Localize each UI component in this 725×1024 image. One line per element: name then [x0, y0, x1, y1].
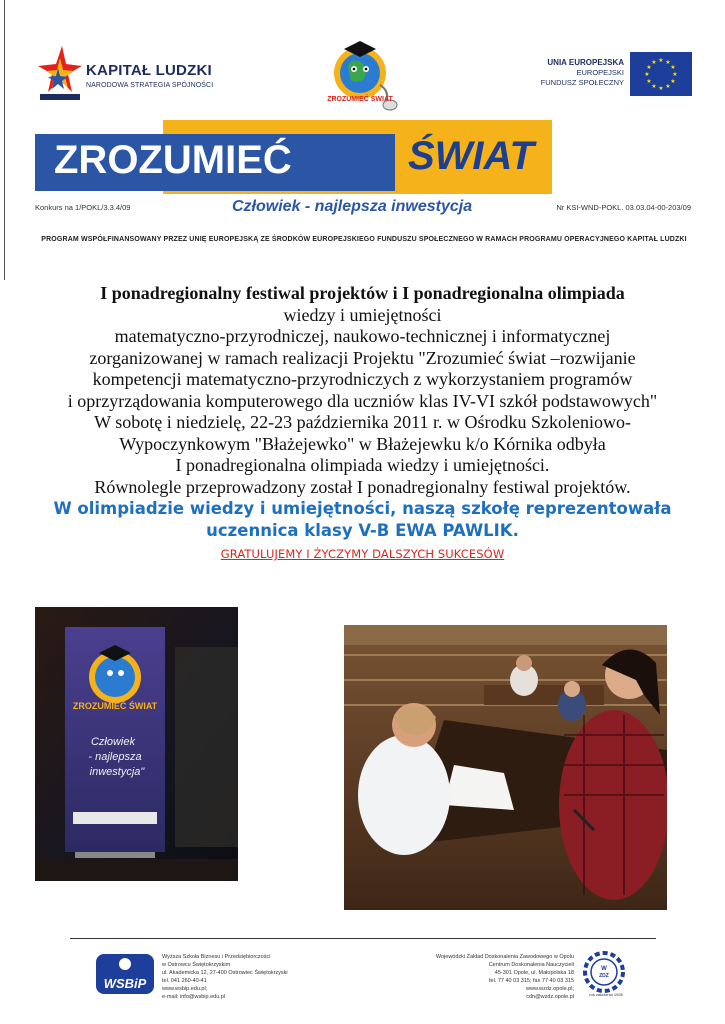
- ksi-number: Nr KSI-WND-POKL. 03.03.04-00-203/09: [556, 203, 691, 212]
- page-edge-line: [4, 0, 5, 280]
- footer-left-address: [162, 953, 288, 1002]
- article-heading: I ponadregionalny festiwal projektów i I ponadregionalna olimpiada: [100, 283, 625, 303]
- svg-text:ZDZ: ZDZ: [599, 973, 609, 979]
- svg-text:★: ★: [670, 64, 676, 71]
- eu-line-1: UNIA EUROPEJSKA: [547, 58, 624, 67]
- banner-text-line: - najlepsza: [88, 751, 142, 763]
- svg-text:★: ★: [644, 71, 650, 78]
- banner-text-line: Człowiek: [90, 736, 136, 748]
- wzdz-caption: rok założenia 1928: [589, 992, 623, 997]
- svg-text:★: ★: [665, 83, 671, 90]
- photo-banner: [35, 607, 238, 881]
- wsbip-logo-icon: [96, 950, 154, 998]
- eu-logo: [512, 52, 692, 102]
- wsbip-logo-text: WSBiP: [103, 976, 147, 991]
- footer-right-line: tel. 77 40 03 315; fax 77 40 03 315: [488, 978, 574, 985]
- svg-text:★: ★: [658, 57, 664, 64]
- banner-logo-text: ZROZUMIEĆ ŚWIAT: [72, 701, 158, 711]
- kapital-ludzki-subtitle: NARODOWA STRATEGIA SPÓJNOŚCI: [86, 82, 214, 89]
- svg-text:★: ★: [665, 59, 671, 66]
- eu-line-2: EUROPEJSKI: [576, 68, 624, 77]
- footer-right-address: [428, 953, 574, 1002]
- article-line: Równolegle przeprowadzony został I ponadregionalny festiwal projektów.: [94, 476, 631, 497]
- svg-text:★: ★: [651, 83, 657, 90]
- footer-right-line: Wojewódzki Zakład Doskonalenia Zawodowego w Opolu: [435, 954, 574, 960]
- article-line: matematyczno-przyrodniczej, naukowo-technicznej i informatycznej: [114, 326, 611, 346]
- footer-left-line: w Ostrowcu Świętokrzyskim: [162, 962, 231, 969]
- footer-right-line: Centrum Doskonalenia Nauczycieli: [488, 962, 574, 969]
- svg-text:W: W: [601, 966, 607, 972]
- photo-students-image: [344, 625, 667, 910]
- eu-text: [541, 58, 624, 88]
- banner-text-line: inwestycja": [89, 766, 145, 778]
- project-title-part2: ŚWIAT: [408, 134, 534, 178]
- article-body: [20, 283, 705, 566]
- article-line: Wypoczynkowym "Błażejewko" w Błażejewku k/o Kórnika odbyła: [119, 433, 606, 454]
- article-line: zorganizowanej w ramach realizacji Projektu "Zrozumieć świat –rozwijanie: [89, 347, 636, 368]
- article-line: I ponadregionalna olimpiada wiedzy i umiejętności.: [175, 455, 550, 475]
- photo-students: [344, 625, 667, 910]
- kapital-ludzki-title: KAPITAŁ LUDZKI: [86, 62, 212, 79]
- article-line: W sobotę i niedzielę, 22-23 października 2011 r. w Ośrodku Szkoleniowo-: [94, 412, 631, 432]
- article-line: wiedzy i umiejętności: [283, 304, 442, 325]
- footer-left-line: tel. 041 260-40-41: [162, 978, 207, 985]
- svg-text:★: ★: [658, 85, 664, 92]
- motto: Człowiek - najlepsza inwestycja: [232, 198, 473, 215]
- footer-right-line: 45-301 Opole, ul. Małopolska 18: [494, 970, 574, 977]
- svg-text:★: ★: [672, 71, 678, 78]
- highlight-line: uczennica klasy V-B EWA PAWLIK.: [206, 521, 519, 540]
- footer-left-line: ul. Akademicka 12, 27-400 Ostrowiec Świętokrzyski: [162, 970, 288, 977]
- article-line: kompetencji matematyczno-przyrodniczych z wykorzystaniem programów: [92, 369, 633, 389]
- eu-flag-icon: [630, 52, 692, 96]
- svg-text:★: ★: [651, 59, 657, 66]
- svg-text:★: ★: [670, 78, 676, 85]
- footer-right-line: www.wzdz.opole.pl;: [526, 986, 574, 993]
- photo-banner-image: [35, 607, 238, 881]
- competition-number: Konkurs na 1/POKL/3.3.4/09: [35, 203, 131, 212]
- svg-text:★: ★: [646, 78, 652, 85]
- kapital-ludzki-logo: [38, 44, 218, 104]
- article-line: i oprzyrządowania komputerowego dla uczniów klas IV-VI szkół podstawowych": [67, 390, 658, 411]
- footer-rule: [70, 938, 656, 939]
- footer-right-line: cdn@wzdz.opole.pl: [526, 994, 574, 1001]
- project-title-part1: ZROZUMIEĆ: [54, 138, 292, 182]
- eu-line-3: FUNDUSZ SPOŁECZNY: [540, 78, 624, 87]
- zrozumiec-swiat-mascot-icon: [320, 35, 410, 115]
- svg-text:★: ★: [646, 64, 652, 71]
- kapital-ludzki-star-icon: [38, 44, 82, 102]
- footer-left-line: Wyższa Szkoła Biznesu i Przedsiębiorczości: [162, 954, 271, 960]
- highlight-line: W olimpiadzie wiedzy i umiejętności, naszą szkołę reprezentowała: [53, 499, 672, 518]
- footer-left-line: www.wsbip.edu.pl;: [162, 986, 208, 993]
- congratulations-text: GRATULUJEMY I ŻYCZYMY DALSZYCH SUKCESÓW: [220, 547, 505, 561]
- footer-left-line: e-mail: info@wsbip.edu.pl: [162, 994, 226, 1001]
- svg-text:ZROZUMIEĆ ŚWIAT: ZROZUMIEĆ ŚWIAT: [327, 96, 393, 103]
- program-statement: PROGRAM WSPÓŁFINANSOWANY PRZEZ UNIĘ EUROPEJSKĄ ZE ŚRODKÓW EUROPEJSKIEGO FUNDUSZU SPOŁECZNEGO W RAMACH PROGRAMU OPERACYJNEGO KAPITAŁ LUDZKI: [41, 236, 687, 243]
